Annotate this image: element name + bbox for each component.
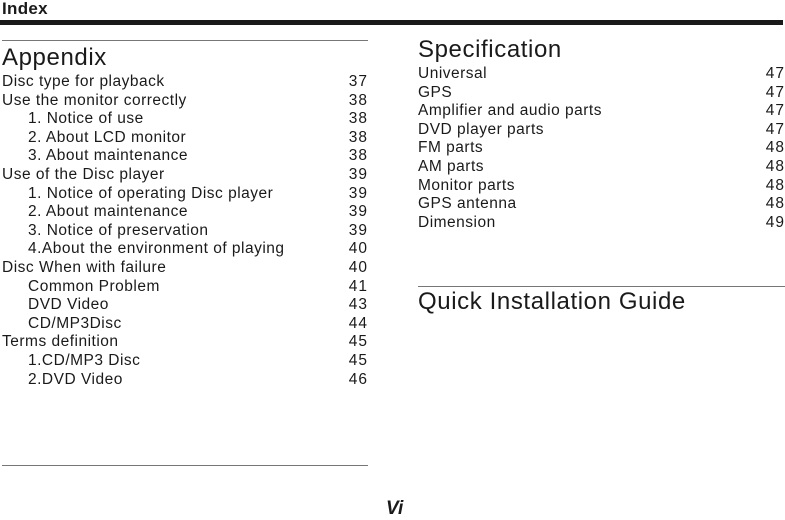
toc-entry-page: 41 (348, 277, 368, 295)
toc-entry-label: Disc When with failure (2, 258, 167, 276)
toc-entry[interactable] (418, 158, 785, 177)
toc-entry-page: 47 (765, 83, 785, 101)
toc-entry-label: Monitor parts (418, 176, 515, 194)
toc-entry-label: FM parts (418, 139, 484, 157)
toc-entry[interactable] (418, 214, 785, 233)
toc-entry[interactable] (418, 177, 785, 196)
appendix-title: Appendix (2, 44, 107, 71)
toc-entry-page: 39 (348, 203, 368, 221)
toc-entry-label: CD/MP3Disc (28, 314, 122, 332)
toc-entry[interactable] (418, 84, 785, 103)
toc-entry[interactable] (2, 352, 368, 371)
toc-entry[interactable] (418, 195, 785, 214)
toc-entry-page: 45 (348, 351, 368, 369)
toc-entry-label: 1.CD/MP3 Disc (28, 351, 141, 369)
toc-entry-label: 2. About maintenance (28, 203, 188, 221)
toc-entry[interactable] (418, 139, 785, 158)
toc-entry[interactable] (2, 371, 368, 390)
toc-entry[interactable] (2, 185, 368, 204)
appendix-bottom-rule (2, 465, 368, 466)
page-number: Vi (386, 498, 404, 519)
toc-entry[interactable] (2, 278, 368, 297)
toc-entry[interactable] (2, 315, 368, 334)
toc-entry-label: Common Problem (28, 277, 160, 295)
toc-entry-label: 1. Notice of operating Disc player (28, 184, 274, 202)
toc-entry-page: 45 (348, 333, 368, 351)
toc-entry-page: 47 (765, 120, 785, 138)
toc-entry[interactable] (2, 129, 368, 148)
toc-entry-label: 2. About LCD monitor (28, 128, 187, 146)
toc-entry-page: 44 (348, 314, 368, 332)
toc-entry-page: 47 (765, 65, 785, 82)
toc-entry-label: Use of the Disc player (2, 165, 165, 183)
toc-entry-label: Use the monitor correctly (2, 91, 187, 109)
toc-entry[interactable] (2, 240, 368, 259)
specification-title: Specification (418, 36, 562, 63)
toc-entry-label: 3. Notice of preservation (28, 221, 209, 239)
toc-entry-label: 2.DVD Video (28, 370, 123, 388)
toc-entry-label: 3. About maintenance (28, 147, 188, 165)
toc-entry[interactable] (418, 102, 785, 121)
quick-install-title: Quick Installation Guide (418, 288, 686, 315)
toc-entry[interactable] (418, 121, 785, 140)
toc-entry-page: 38 (348, 147, 368, 165)
toc-entry-page: 48 (765, 157, 785, 175)
toc-entry-page: 47 (765, 102, 785, 120)
toc-entry-label: GPS antenna (418, 195, 517, 213)
toc-entry[interactable] (2, 147, 368, 166)
toc-entry-page: 38 (348, 110, 368, 128)
toc-entry-page: 39 (348, 184, 368, 202)
toc-entry-page: 38 (348, 128, 368, 146)
toc-entry[interactable] (2, 203, 368, 222)
toc-entry[interactable] (2, 110, 368, 129)
toc-entry-label: Dimension (418, 213, 496, 231)
toc-entry-page: 46 (348, 370, 368, 388)
toc-entry[interactable] (2, 333, 368, 352)
toc-entry-label: 4.About the environment of playing (28, 240, 285, 258)
index-heading: Index (2, 0, 48, 18)
toc-entry[interactable] (2, 92, 368, 111)
toc-entry-label: DVD Video (28, 296, 109, 314)
toc-entry-label: AM parts (418, 157, 485, 175)
appendix-toc-list (2, 73, 368, 389)
toc-entry-label: Amplifier and audio parts (418, 102, 602, 120)
toc-entry-label: Disc type for playback (2, 73, 165, 90)
toc-entry-page: 48 (765, 176, 785, 194)
toc-entry-page: 39 (348, 165, 368, 183)
toc-entry-page: 40 (348, 258, 368, 276)
toc-entry-page: 40 (348, 240, 368, 258)
appendix-top-rule (2, 40, 368, 41)
toc-entry-page: 43 (348, 296, 368, 314)
toc-entry-page: 37 (348, 73, 368, 90)
header-rule (0, 20, 783, 25)
toc-entry-label: DVD player parts (418, 120, 545, 138)
toc-entry-label: Universal (418, 65, 488, 82)
toc-entry-page: 48 (765, 195, 785, 213)
toc-entry-label: GPS (418, 83, 453, 101)
toc-entry-label: Terms definition (2, 333, 119, 351)
toc-entry[interactable] (2, 166, 368, 185)
toc-entry-page: 38 (348, 91, 368, 109)
specification-toc-list (418, 65, 785, 232)
quick-install-rule (418, 286, 785, 287)
toc-entry[interactable] (2, 296, 368, 315)
toc-entry[interactable] (2, 259, 368, 278)
toc-entry-page: 39 (348, 221, 368, 239)
toc-entry[interactable] (2, 73, 368, 92)
toc-entry[interactable] (2, 222, 368, 241)
toc-entry-label: 1. Notice of use (28, 110, 144, 128)
toc-entry[interactable] (418, 65, 785, 84)
toc-entry-page: 48 (765, 139, 785, 157)
toc-entry-page: 49 (765, 213, 785, 231)
